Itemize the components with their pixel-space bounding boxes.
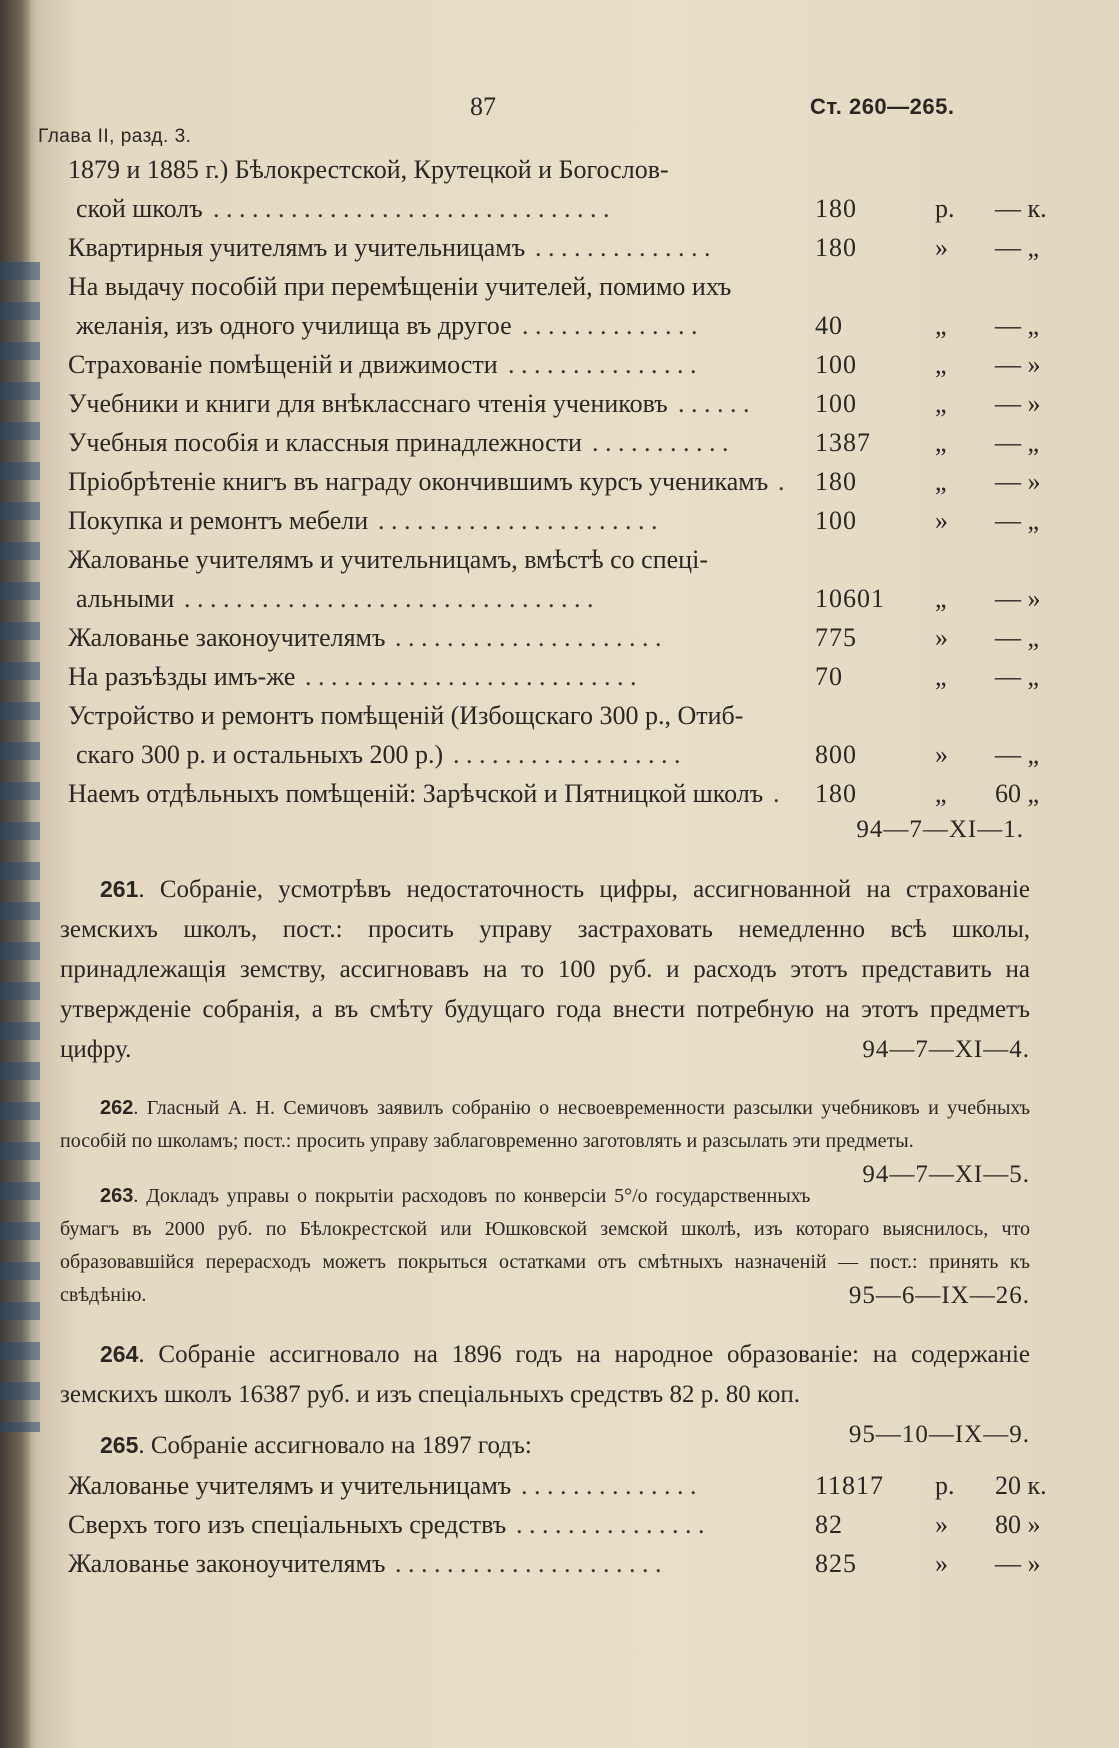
kop-value: — » (995, 389, 1041, 418)
rub-unit: „ (935, 779, 947, 808)
chapter-label: Глава II, разд. 3. (38, 126, 192, 147)
article-number: 262 (100, 1097, 134, 1119)
amount-value: 100 (815, 389, 857, 418)
rub-unit: » (935, 1549, 948, 1578)
margin-stain (0, 262, 40, 1432)
kop-value: — » (995, 1549, 1041, 1578)
budget-line (60, 228, 1040, 267)
amount-value: 82 (815, 1510, 843, 1539)
budget-line (60, 501, 1040, 540)
resolution-ref: 94—7—XI—5. (862, 1161, 1030, 1188)
kop-value: — „ (995, 740, 1040, 769)
leader-dots: . . . . . . . . . . . . . . (521, 1471, 697, 1500)
leader-dots: . . . . . . (678, 389, 750, 418)
kop-value: — „ (995, 506, 1040, 535)
amount-value: 11817 (815, 1471, 885, 1500)
kop-value: — » (995, 584, 1041, 613)
amount-value: 800 (815, 740, 857, 769)
leader-dots: . (773, 779, 780, 808)
budget-line-label: Учебники и книги для внѣкласснаго чтенія учениковъ (68, 389, 668, 418)
leader-dots: . . . . . . . . . . . . . . . . . . . . . . . . . . . . . . . (213, 194, 610, 223)
rub-unit: „ (935, 428, 947, 457)
kop-value: — » (995, 467, 1041, 496)
budget-line-label: На выдачу пособій при перемѣщеніи учителей, помимо ихъ (68, 272, 732, 301)
resolution-ref: 95—10—IX—9. (848, 1421, 1030, 1448)
budget-line-label: Пріобрѣтеніе книгъ въ награду окончившимъ курсъ ученикамъ (68, 467, 769, 496)
budget-line-label: Жалованье законоучителямъ (68, 1549, 386, 1578)
amount-value: 180 (815, 194, 857, 223)
amount-value: 1387 (815, 428, 871, 457)
article-range: Ст. 260—265. (810, 94, 955, 119)
budget-line (60, 540, 1030, 579)
budget-line-label: Учебныя пособія и классныя принадлежности (68, 428, 582, 457)
leader-dots: . (778, 467, 785, 496)
budget-line (60, 462, 1041, 501)
budget-line (60, 696, 1030, 735)
kop-value: — „ (995, 428, 1040, 457)
rub-unit: „ (935, 389, 947, 418)
leader-dots: . . . . . . . . . . . . . . . . . . . . . . . . . . . . . . . . (184, 584, 594, 613)
article-number: 265 (100, 1432, 139, 1458)
resolution-ref: 95—6—IX—26. (848, 1282, 1030, 1309)
budget-line (60, 267, 1030, 306)
budget-line-label: Страхованіе помѣщеній и движимости (68, 350, 498, 379)
leader-dots: . . . . . . . . . . . . . . . (516, 1510, 705, 1539)
leader-dots: . . . . . . . . . . . . . . (535, 233, 711, 262)
amount-value: 100 (815, 350, 857, 379)
kop-value: 60 „ (995, 779, 1040, 808)
budget-line (60, 150, 1030, 189)
amount-value: 100 (815, 506, 857, 535)
rub-unit: » (935, 1510, 948, 1539)
amount-value: 180 (815, 467, 857, 496)
rub-unit: „ (935, 350, 947, 379)
rub-unit: „ (935, 584, 947, 613)
resolution-ref: 94—7—XI—1. (856, 816, 1024, 843)
budget-line (60, 774, 1040, 813)
article-265 (60, 1425, 1030, 1466)
leader-dots: . . . . . . . . . . . . . . (522, 311, 698, 340)
rub-unit: » (935, 506, 948, 535)
budget-line-label: альными (76, 584, 175, 613)
amount-value: 775 (815, 623, 857, 652)
amount-value: 10601 (815, 584, 885, 613)
rub-unit: » (935, 623, 948, 652)
budget-line (60, 1544, 1041, 1583)
amount-value: 70 (815, 662, 843, 691)
amount-value: 825 (815, 1549, 857, 1578)
budget-line (60, 657, 1040, 696)
amount-value: 180 (815, 779, 857, 808)
article-text: . Собраніе ассигновало на 1896 годъ на народное образованіе: на содержаніе земскихъ школъ 16387 руб. и изъ спеціальныхъ средствъ 82 р. 80 коп. (60, 1341, 1030, 1408)
budget-line-label: Сверхъ того изъ спеціальныхъ средствъ (68, 1510, 507, 1539)
budget-line-label: Жалованье учителямъ и учительницамъ (68, 1471, 512, 1500)
article-262 (60, 1092, 1030, 1188)
kop-value: — „ (995, 311, 1040, 340)
leader-dots: . . . . . . . . . . . . . . . . . . (453, 740, 681, 769)
leader-dots: . . . . . . . . . . . . . . . (508, 350, 697, 379)
budget-line (60, 345, 1041, 384)
rub-unit: » (935, 233, 948, 262)
kop-value: 20 к. (995, 1471, 1047, 1500)
amount-value: 40 (815, 311, 843, 340)
article-text: . Собраніе ассигновало на 1897 годъ: (138, 1432, 532, 1459)
kop-value: — к. (995, 194, 1047, 223)
page-number: 87 (470, 92, 496, 121)
article-263 (60, 1180, 1030, 1312)
article-text: . Докладъ управы о покрытіи расходовъ по конверсіи 5°/о государственныхъ бумагъ въ 2000 руб. по Бѣлокрестской или Юшковской земской школѣ, изъ котораго выяснилось, что образовавшійся перерасходъ можетъ покрыться остатками отъ смѣтныхъ назначеній — пост.: принять къ свѣдѣнію. (60, 1185, 1030, 1306)
budget-line-label: На разъѣзды имъ-же (68, 662, 296, 691)
budget-line-label: желанія, изъ одного училища въ другое (76, 311, 512, 340)
rub-unit: р. (935, 1471, 955, 1500)
budget-line-label: Жалованье законоучителямъ (68, 623, 386, 652)
budget-line (60, 189, 1047, 228)
amount-value: 180 (815, 233, 857, 262)
page-content (60, 150, 1047, 1583)
kop-value: 80 » (995, 1510, 1041, 1539)
budget-line (60, 306, 1040, 345)
page-header (0, 92, 1119, 147)
budget-line-label: ской школъ (76, 194, 203, 223)
budget-line (60, 735, 1040, 774)
article-number: 261 (100, 876, 139, 902)
budget-line-label: Наемъ отдѣльныхъ помѣщеній: Зарѣчской и Пятницкой школъ (68, 779, 764, 808)
rub-unit: р. (935, 194, 955, 223)
leader-dots: . . . . . . . . . . . . . . . . . . . . . (395, 623, 662, 652)
kop-value: — „ (995, 233, 1040, 262)
kop-value: — „ (995, 623, 1040, 652)
budget-line-label: Квартирныя учителямъ и учительницамъ (68, 233, 526, 262)
budget-line-label: Покупка и ремонтъ мебели (68, 506, 369, 535)
article-261 (60, 869, 1030, 1070)
resolution-ref: 94—7—XI—4. (862, 1036, 1030, 1063)
budget-line-label: скаго 300 р. и остальныхъ 200 р.) (76, 740, 444, 769)
budget-line (60, 618, 1040, 657)
kop-value: — » (995, 350, 1041, 379)
budget-list-260 (60, 150, 1047, 813)
article-text: . Гласный А. Н. Семичовъ заявилъ собранію о несвоевременности разсылки учебниковъ и учебныхъ пособій по школамъ; пост.: просить управу заблаговременно заготовлять и разсылать эти предметы. (60, 1097, 1030, 1152)
budget-line-label: Устройство и ремонтъ помѣщеній (Избощскаго 300 р., Отиб- (68, 701, 744, 730)
budget-line (60, 1505, 1041, 1544)
budget-list-265 (60, 1466, 1047, 1583)
budget-line-label: Жалованье учителямъ и учительницамъ, вмѣстѣ со спеці- (68, 545, 708, 574)
kop-value: — „ (995, 662, 1040, 691)
rub-unit: „ (935, 467, 947, 496)
rub-unit: „ (935, 662, 947, 691)
leader-dots: . . . . . . . . . . . . . . . . . . . . . . (378, 506, 658, 535)
article-number: 264 (100, 1341, 139, 1367)
rub-unit: » (935, 740, 948, 769)
leader-dots: . . . . . . . . . . . . . . . . . . . . . . . . . . (305, 662, 637, 691)
budget-line (60, 423, 1040, 462)
article-text: . Собраніе, усмотрѣвъ недостаточность цифры, ассигнованной на страхованіе земскихъ школъ, пост.: просить управу застраховать немедленно всѣ школы, принадлежащія земству, ассигновавъ на то 100 руб. и расходъ этотъ представить на утвержденіе собранія, а въ смѣту будущаго года внести потребную на этотъ предметъ цифру. (60, 876, 1030, 1063)
leader-dots: . . . . . . . . . . . . . . . . . . . . . (395, 1549, 662, 1578)
budget-line (60, 384, 1041, 423)
budget-line (60, 579, 1041, 618)
budget-line-label: 1879 и 1885 г.) Бѣлокрестской, Крутецкой и Богослов- (68, 155, 669, 184)
budget-line (60, 1466, 1047, 1505)
leader-dots: . . . . . . . . . . . (592, 428, 729, 457)
article-number: 263 (100, 1185, 134, 1207)
rub-unit: „ (935, 311, 947, 340)
